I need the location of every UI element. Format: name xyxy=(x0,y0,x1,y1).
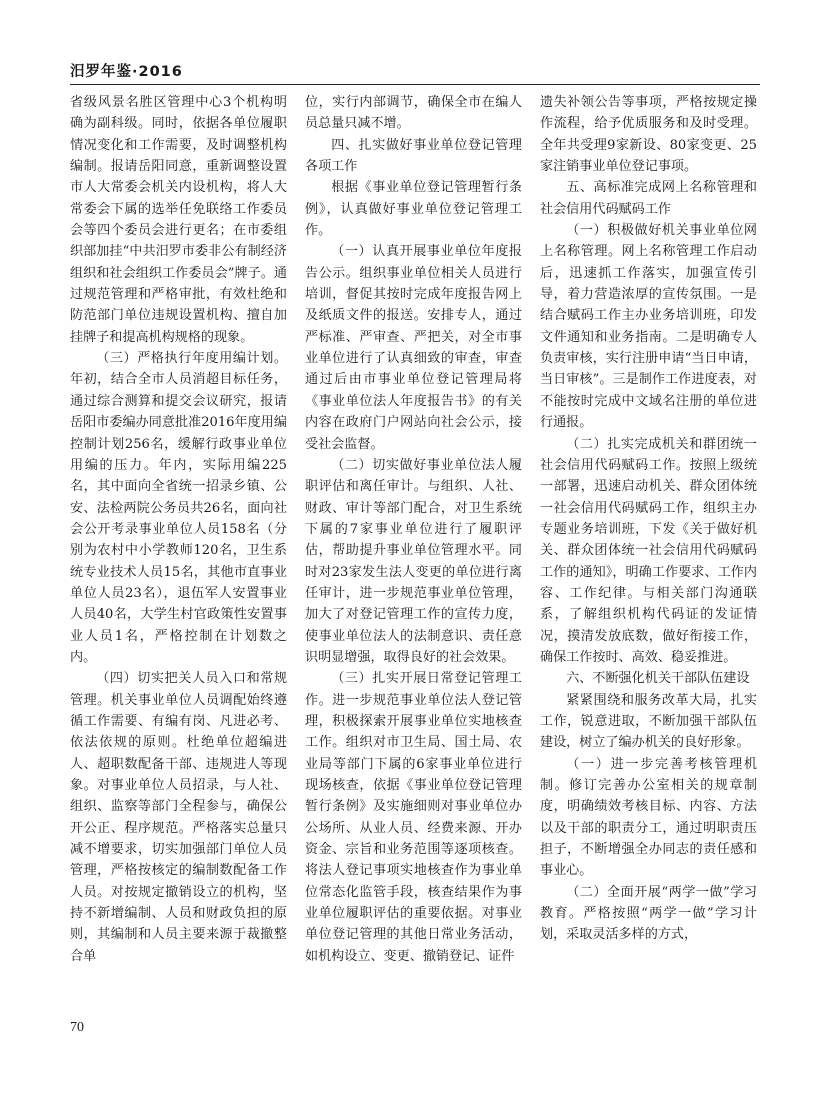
paragraph: （一）认真开展事业单位年度报告公示。组织事业单位相关人员进行培训，督促其按时完成年度报告网上及纸质文件的报送。安排专人，通过严标准、严审查、严把关，对全市事业单位进行了认真细致的审查，审查通过后由市事业单位登记管理局将《事业单位法人年度报告书》的有关内容在政府门户网站向社会公示，接受社会监督。 xyxy=(305,244,522,452)
header-rule xyxy=(70,84,760,85)
text-column-2 xyxy=(305,92,522,967)
section-heading: 四、扎实做好事业单位登记管理各项工作 xyxy=(305,137,522,175)
paragraph: 位，实行内部调节，确保全市在编人员总量只减不增。 xyxy=(305,95,522,132)
yearbook-title: 汨罗年鉴·2016 xyxy=(70,64,183,80)
paragraph: 根据《事业单位登记管理暂行条例》，认真做好事业单位登记管理工作。 xyxy=(305,180,522,239)
paragraph: （一）积极做好机关事业单位网上名称管理。网上名称管理工作启动后，迅速抓工作落实，加强宣传引导，着力营造浓厚的宣传氛围。一是结合赋码工作主办业务培训班，印发文件通知和业务指南。二是明确专人负责审核，实行注册申请“当日申请，当日审核”。三是制作工作进度表，对不能按时完成中文域名注册的单位进行通报。 xyxy=(540,223,757,431)
paragraph: （二）扎实完成机关和群团统一社会信用代码赋码工作。按照上级统一部署，迅速启动机关、群众团体统一社会信用代码赋码工作，组织主办专题业务培训班，下发《关于做好机关、群众团体统一社会信用代码赋码工作的通知》，明确工作要求、工作内容、工作纪律。与相关部门沟通联系，了解组织机构代码证的发证情况，摸清发放底数，做好衔接工作，确保工作按时、高效、稳妥推进。 xyxy=(540,436,757,665)
page-number: 70 xyxy=(70,1020,84,1035)
paragraph: （四）切实把关人员入口和常规管理。机关事业单位人员调配始终遵循工作需要、有编有岗、凡进必考、依法依规的原则。杜绝单位超编进人、超职数配备干部、违规进人等现象。对事业单位人员招录，与人社、组织、监察等部门全程参与，确保公开公正、程序规范。严格落实总量只减不增要求，切实加强部门单位人员管理，严格按核定的编制数配备工作人员。对按规定撤销设立的机构，坚持不新增编制、人员和财政负担的原则，其编制和人员主要来源于裁撤整合单 xyxy=(70,671,287,964)
paragraph: 紧紧围绕和服务改革大局，扎实工作，锐意进取，不断加强干部队伍建设，树立了编办机关的良好形象。 xyxy=(540,692,757,751)
running-header xyxy=(70,60,760,82)
paragraph: 省级风景名胜区管理中心3个机构明确为副科级。同时，依据各单位履职情况变化和工作需要，及时调整机构编制。报请岳阳同意，重新调整设置市人大常委会机关内设机构，将人大常委会下属的选举任免联络工作委员会等四个委员会进行更名；在市委组织部加挂“中共汨罗市委非公有制经济组织和社会组织工作委员会”牌子。通过规范管理和严格审批，有效杜绝和防范部门单位违规设置机构、擅自加挂牌子和提高机构规格的现象。 xyxy=(70,95,287,345)
paragraph: （二）切实做好事业单位法人履职评估和离任审计。与组织、人社、财政、审计等部门配合，对卫生系统下属的7家事业单位进行了履职评估，帮助提升事业单位管理水平。同时对23家发生法人变更的单位进行离任审计，进一步规范事业单位管理，加大了对登记管理工作的宣传力度，使事业单位法人的法制意识、责任意识明显增强，取得良好的社会效果。 xyxy=(305,457,522,665)
text-column-3 xyxy=(540,92,757,946)
text-column-1 xyxy=(70,92,287,967)
paragraph: （三）扎实开展日常登记管理工作。进一步规范事业单位法人登记管理，积极探索开展事业单位实地核查工作。组织对市卫生局、国土局、农业局等部门下属的6家事业单位进行现场核查，依据《事业单位登记管理暂行条例》及实施细则对事业单位办公场所、从业人员、经费来源、开办资金、宗旨和业务范围等逐项核查。将法人登记事项实地核查作为事业单位常态化监管手段，核查结果作为事业单位履职评估的重要依据。对事业单位登记管理的其他日常业务活动，如机构设立、变更、撤销登记、证件 xyxy=(305,671,522,964)
section-heading: 五、高标准完成网上名称管理和社会信用代码赋码工作 xyxy=(540,180,757,217)
paragraph: （三）严格执行年度用编计划。年初，结合全市人员消超目标任务，通过综合测算和提交会议研究，报请岳阳市委编办同意批准2016年度用编控制计划256名，缓解行政事业单位用编的压力。年内，实际用编225名，其中面向全省统一招录乡镇、公安、法检两院公务员共26名，面向社会公开考录事业单位人员158名（分别为农村中小学教师120名，卫生系统专业技术人员15名，其他市直事业单位人员23名），退伍军人安置事业人员40名，大学生村官政策性安置事业人员1名，严格控制在计划数之内。 xyxy=(70,351,287,665)
paragraph: 遗失补领公告等事项，严格按规定操作流程，给予优质服务和及时受理。全年共受理9家新设、80家变更、25家注销事业单位登记事项。 xyxy=(540,95,757,175)
paragraph: （一）进一步完善考核管理机制。修订完善办公室相关的规章制度，明确绩效考核目标、内容、方法以及干部的职责分工，通过明职责压担子，不断增强全办同志的责任感和事业心。 xyxy=(540,756,757,879)
section-heading: 六、不断强化机关干部队伍建设 xyxy=(566,671,750,687)
paragraph: （二）全面开展“两学一做”学习教育。严格按照“两学一做”学习计划，采取灵活多样的方式， xyxy=(540,884,757,943)
